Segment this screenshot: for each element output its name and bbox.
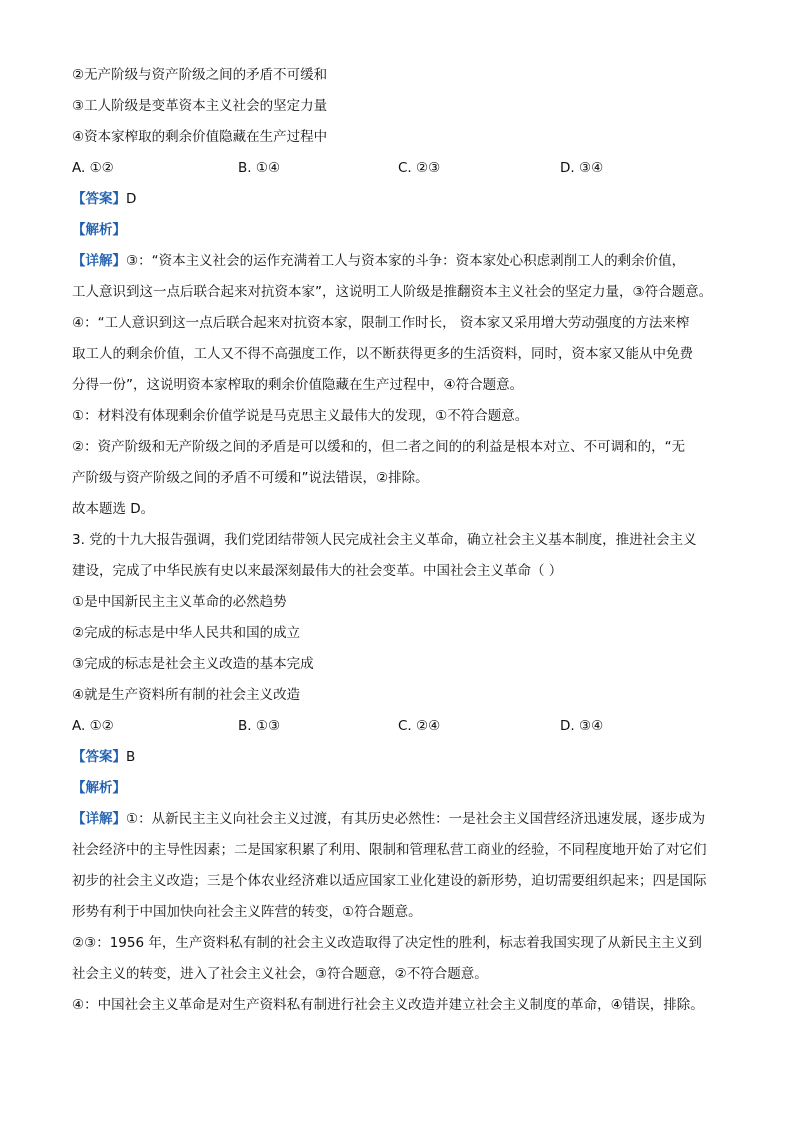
- q2-option-b: B. ①④: [238, 160, 281, 176]
- q3-detail-line-5: ②③：1956 年，生产资料私有制的社会主义改造取得了决定性的胜利，标志着我国实现了从新民主主义到: [72, 935, 702, 951]
- q2-answer-tag: 【答案】: [72, 191, 126, 207]
- q2-detail-line-3: ④：“工人意识到这一点后联合起来对抗资本家，限制工作时长， 资本家又采用增大劳动强度的方法来榨: [72, 315, 690, 331]
- q2-options: [72, 153, 724, 184]
- q2-detail-tag: 【详解】: [72, 253, 126, 269]
- q3-answer: [72, 742, 724, 773]
- q3-analysis-tag: 【解析】: [72, 780, 126, 796]
- q3-answer-value: B: [126, 749, 136, 765]
- q2-detail-line-4: 取工人的剩余价值，工人又不得不高强度工作，以不断获得更多的生活资料，同时，资本家又能从中免费: [72, 346, 693, 362]
- q2-option-a: A. ①②: [72, 160, 114, 176]
- q2-item-4: ④资本家榨取的剩余价值隐藏在生产过程中: [72, 129, 328, 145]
- q3-detail-line-2: 社会经济中的主导性因素；二是国家积累了利用、限制和管理私营工商业的经验，不同程度地开始了对它们: [72, 842, 707, 858]
- q3-item-4: ④就是生产资料所有制的社会主义改造: [72, 687, 301, 703]
- q2-detail-line-6: ①：材料没有体现剩余价值学说是马克思主义最伟大的发现，①不符合题意。: [72, 408, 529, 424]
- q3-option-a: A. ①②: [72, 718, 114, 734]
- q3-options: [72, 711, 724, 742]
- q2-detail-line-7: ②：资产阶级和无产阶级之间的矛盾是可以缓和的，但二者之间的的利益是根本对立、不可调和的，“无: [72, 439, 686, 455]
- q2-detail-line-2: 工人意识到这一点后联合起来对抗资本家”，这说明工人阶级是推翻资本主义社会的坚定力量，③符合题意。: [72, 284, 713, 300]
- q3-stem-line-1: 3. 党的十九大报告强调，我们党团结带领人民完成社会主义革命，确立社会主义基本制度，推进社会主义: [72, 532, 697, 548]
- q3-detail-line-3: 初步的社会主义改造；三是个体农业经济难以适应国家工业化建设的新形势，迫切需要组织起来；四是国际: [72, 873, 707, 889]
- q2-conclusion: 故本题选 D。: [72, 501, 155, 517]
- q2-option-c: C. ②③: [398, 160, 441, 176]
- q3-stem-line-2: 建设，完成了中华民族有史以来最深刻最伟大的社会变革。中国社会主义革命（ ）: [72, 563, 563, 579]
- q3-item-3: ③完成的标志是社会主义改造的基本完成: [72, 656, 314, 672]
- q2-answer: [72, 184, 724, 215]
- q2-item-2: ②无产阶级与资产阶级之间的矛盾不可缓和: [72, 67, 328, 83]
- q3-detail-line-1: [72, 804, 724, 835]
- q3-option-d: D. ③④: [560, 718, 604, 734]
- document-page: [72, 60, 724, 1021]
- q2-detail-line-8: 产阶级与资产阶级之间的矛盾不可缓和”说法错误，②排除。: [72, 470, 429, 486]
- q2-option-d: D. ③④: [560, 160, 604, 176]
- q2-detail-line-1: [72, 246, 724, 277]
- q3-answer-tag: 【答案】: [72, 749, 126, 765]
- q2-item-3: ③工人阶级是变革资本主义社会的坚定力量: [72, 98, 328, 114]
- q2-analysis-tag: 【解析】: [72, 222, 126, 238]
- q3-item-1: ①是中国新民主主义革命的必然趋势: [72, 594, 287, 610]
- q3-detail-text-1: ①：从新民主主义向社会主义过渡，有其历史必然性：一是社会主义国营经济迅速发展，逐步成为: [126, 811, 706, 827]
- q3-option-b: B. ①③: [238, 718, 281, 734]
- q3-detail-line-4: 形势有利于中国加快向社会主义阵营的转变，①符合题意。: [72, 904, 422, 920]
- q3-item-2: ②完成的标志是中华人民共和国的成立: [72, 625, 301, 641]
- q3-detail-tag: 【详解】: [72, 811, 126, 827]
- q3-detail-line-6: 社会主义的转变，进入了社会主义社会，③符合题意，②不符合题意。: [72, 966, 488, 982]
- q2-detail-line-5: 分得一份”，这说明资本家榨取的剩余价值隐藏在生产过程中，④符合题意。: [72, 377, 524, 393]
- q2-detail-text-1: ③：“资本主义社会的运作充满着工人与资本家的斗争：资本家处心积虑剥削工人的剩余价值，: [126, 253, 686, 269]
- q2-answer-value: D: [126, 191, 137, 207]
- q3-detail-line-7: ④：中国社会主义革命是对生产资料私有制进行社会主义改造并建立社会主义制度的革命，④错误，排除。: [72, 997, 704, 1013]
- q3-option-c: C. ②④: [398, 718, 441, 734]
